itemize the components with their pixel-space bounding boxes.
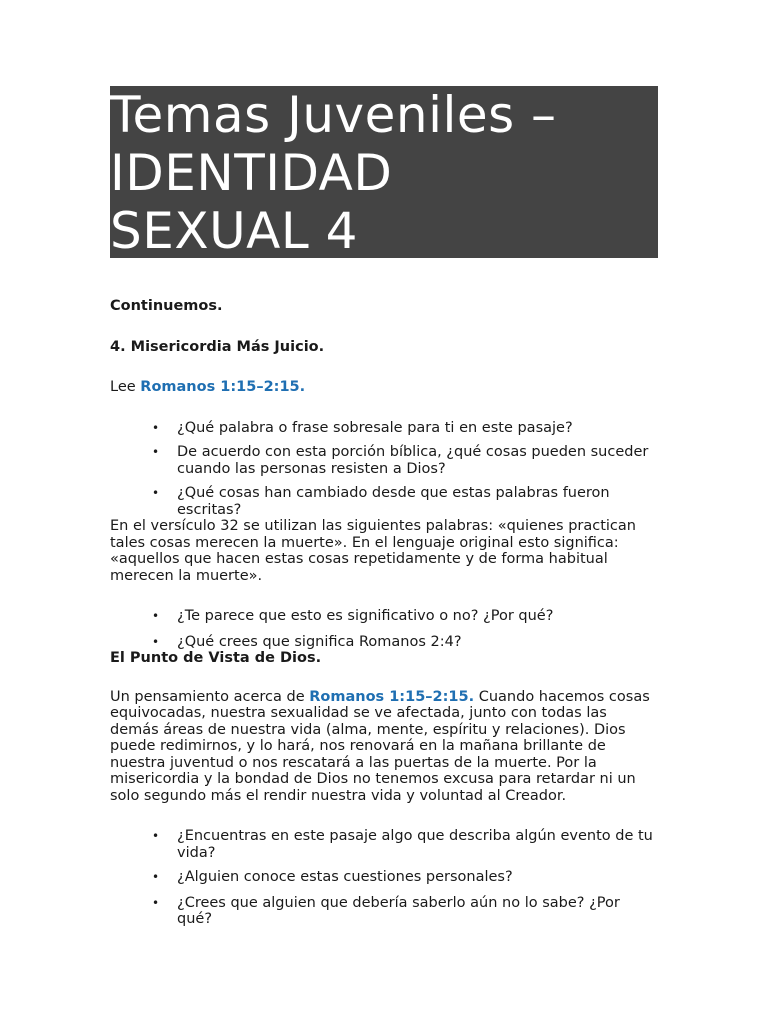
section-heading-gods-view: El Punto de Vista de Dios. — [110, 650, 322, 666]
thought-body: Cuando hacemos cosas equivocadas, nuestra sexualidad se ve afectada, junto con todas las demás áreas de nuestra vida (alma, mente, espíritu y relaciones). Dios puede redimirnos, y lo hará, nos renovará en la mañana brillante de nuestra juventud o nos rescatará a las puertas de la muerte. Por la misericordia y la bondad de Dios no tenemos excusa para retardar ni un solo segundo más el rendir nuestra vida y voluntad al Creador. — [110, 688, 650, 804]
list-item-text: ¿Qué crees que significa Romanos 2:4? — [177, 633, 462, 650]
bullet-icon: • — [152, 870, 160, 884]
page-title: Temas Juveniles – IDENTIDAD SEXUAL 4 — [110, 86, 658, 258]
list-item — [110, 444, 658, 477]
list-item-text: ¿Qué palabra o frase sobresale para ti en este pasaje? — [177, 419, 573, 436]
list-item — [110, 869, 658, 886]
bullet-icon: • — [152, 420, 160, 435]
scripture-link[interactable]: Romanos 1:15–2:15. — [140, 379, 306, 395]
list-item-text: ¿Qué cosas han cambiado desde que estas palabras fueron escritas? — [177, 485, 610, 518]
question-list-3 — [110, 828, 658, 928]
intro-text: Continuemos. — [110, 298, 223, 314]
bullet-icon: • — [152, 829, 160, 843]
list-item — [110, 485, 658, 518]
list-item-text: ¿Alguien conoce estas cuestiones personales? — [177, 869, 513, 885]
list-item — [110, 420, 658, 437]
bullet-icon: • — [152, 486, 160, 500]
bullet-icon: • — [152, 445, 160, 459]
read-instruction — [110, 379, 658, 396]
bullet-icon: • — [152, 634, 160, 649]
list-item — [110, 828, 658, 861]
section-heading-mercy: 4. Misericordia Más Juicio. — [110, 338, 325, 355]
list-item-text: ¿Crees que alguien que debería saberlo aún no lo sabe? ¿Por qué? — [177, 894, 620, 927]
question-list-1 — [110, 420, 658, 519]
list-item-text: ¿Te parece que esto es significativo o no? ¿Por qué? — [177, 608, 554, 624]
list-item-text: De acuerdo con esta porción bíblica, ¿qué cosas pueden suceder cuando las personas resisten a Dios? — [177, 444, 649, 477]
read-prefix: Lee — [110, 379, 141, 395]
list-item — [110, 608, 658, 625]
bullet-icon: • — [152, 609, 160, 623]
bullet-icon: • — [152, 895, 160, 910]
verse32-paragraph: En el versículo 32 se utilizan las siguientes palabras: «quienes practican tales cosas merecen la muerte». En el lenguaje original esto significa: «aquellos que hacen estas cosas repetidamente y de forma habitual merecen la muerte». — [110, 518, 636, 584]
scripture-link[interactable]: Romanos 1:15–2:15. — [309, 688, 475, 705]
thought-prefix: Un pensamiento acerca de — [110, 688, 310, 705]
question-list-2 — [110, 608, 658, 650]
list-item-text: ¿Encuentras en este pasaje algo que describa algún evento de tu vida? — [177, 828, 653, 861]
list-item — [110, 895, 658, 928]
list-item — [110, 634, 658, 651]
thought-paragraph — [110, 689, 658, 805]
document-page — [110, 86, 658, 928]
